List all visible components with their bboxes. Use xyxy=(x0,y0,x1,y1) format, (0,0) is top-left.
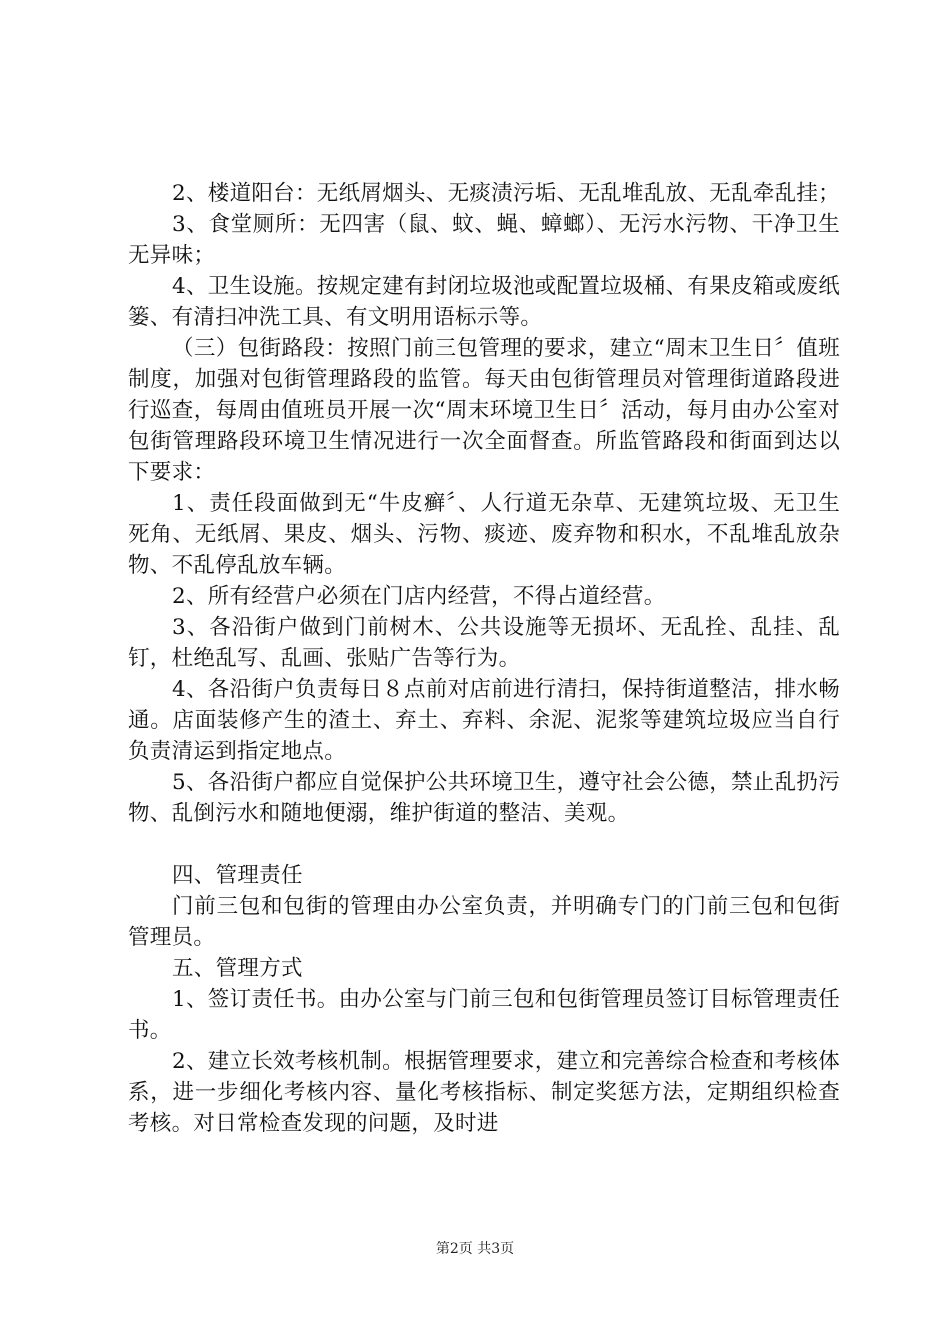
paragraph-requirement-2: 2、所有经营户必须在门店内经营，不得占道经营。 xyxy=(172,584,666,609)
paragraph-responsibility: 门前三包和包街的管理由办公室负责，并明确专门的门前三包和包街管理员。 xyxy=(128,894,840,950)
paragraph-requirement-1: 1、责任段面做到无“牛皮癣〞、人行道无杂草、无建筑垃圾、无卫生死角、无纸屑、果皮、烟头、污物、痰迹、废弃物和积水，不乱堆乱放杂物、不乱停乱放车辆。 xyxy=(128,491,840,578)
paragraph-stairway-balcony: 2、楼道阳台：无纸屑烟头、无痰渍污垢、无乱堆乱放、无乱牵乱挂； xyxy=(172,181,840,206)
paragraph-canteen-toilet: 3、食堂厕所：无四害（鼠、蚊、蝇、蟑螂）、无污水污物、干净卫生无异味； xyxy=(128,212,840,268)
paragraph-requirement-4: 4、各沿街户负责每日８点前对店前进行清扫，保持街道整洁，排水畅通。店面装修产生的渣土、弃土、弃料、余泥、泥浆等建筑垃圾应当自行负责清运到指定地点。 xyxy=(128,677,840,764)
paragraph-method-2: 2、建立长效考核机制。根据管理要求，建立和完善综合检查和考核体系，进一步细化考核内容、量化考核指标、制定奖惩方法，定期组织检查考核。对日常检查发现的问题，及时进 xyxy=(128,1049,840,1136)
section-heading-responsibility: 四、管理责任 xyxy=(172,863,303,888)
section-heading-methods: 五、管理方式 xyxy=(172,956,303,981)
paragraph-requirement-5: 5、各沿街户都应自觉保护公共环境卫生，遵守社会公德，禁止乱扔污物、乱倒污水和随地便溺，维护街道的整洁、美观。 xyxy=(128,770,840,826)
paragraph-street-sections: （三）包街路段：按照门前三包管理的要求，建立“周末卫生日〞值班制度，加强对包街管理路段的监管。每天由包街管理员对管理街道路段进行巡查，每周由值班员开展一次“周末环境卫生日〞活动，每月由办公室对包街管理路段环境卫生情况进行一次全面督查。所监管路段和街面到达以下要求： xyxy=(128,336,840,485)
paragraph-sanitation-facilities: 4、卫生设施。按规定建有封闭垃圾池或配置垃圾桶、有果皮箱或废纸篓、有清扫冲洗工具、有文明用语标示等。 xyxy=(128,274,840,330)
paragraph-method-1: 1、签订责任书。由办公室与门前三包和包街管理员签订目标管理责任书。 xyxy=(128,987,840,1043)
page-number-footer: 第2页 共3页 xyxy=(435,1241,515,1257)
document-body xyxy=(128,178,840,1139)
paragraph-requirement-3: 3、各沿街户做到门前树木、公共设施等无损坏、无乱拴、乱挂、乱钉，杜绝乱写、乱画、张贴广告等行为。 xyxy=(128,615,840,671)
paragraph-gap xyxy=(128,829,840,860)
